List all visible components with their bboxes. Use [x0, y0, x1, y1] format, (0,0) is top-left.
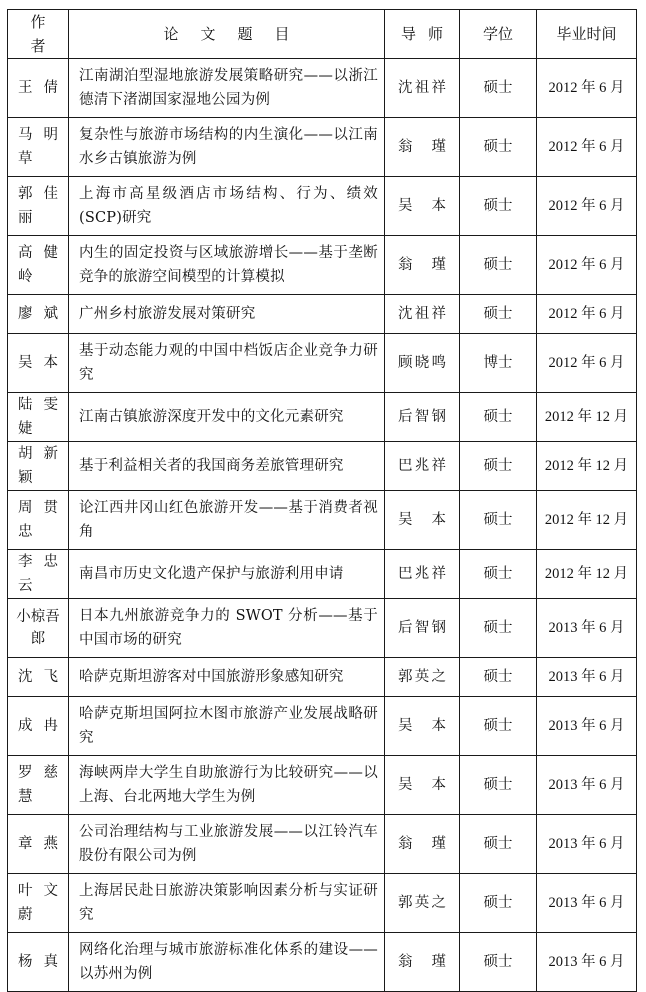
cell-date: 2012 年 6 月	[537, 177, 637, 236]
cell-date: 2012 年 6 月	[537, 295, 637, 334]
cell-advisor: 翁瑾	[385, 815, 460, 874]
cell-title: 基于动态能力观的中国中档饭店企业竞争力研究	[69, 334, 385, 393]
table-row	[8, 697, 637, 756]
table-row	[8, 874, 637, 933]
cell-degree: 硕士	[460, 491, 537, 550]
cell-title: 上海市高星级酒店市场结构、行为、绩效(SCP)研究	[69, 177, 385, 236]
cell-degree: 硕士	[460, 442, 537, 491]
table-row	[8, 177, 637, 236]
cell-degree: 硕士	[460, 599, 537, 658]
cell-degree: 硕士	[460, 933, 537, 992]
cell-author: 廖斌	[8, 295, 69, 334]
cell-degree: 硕士	[460, 658, 537, 697]
cell-date: 2013 年 6 月	[537, 874, 637, 933]
cell-title: 海峡两岸大学生自助旅游行为比较研究——以上海、台北两地大学生为例	[69, 756, 385, 815]
cell-author: 郭佳丽	[8, 177, 69, 236]
cell-advisor: 吴本	[385, 756, 460, 815]
table-row	[8, 599, 637, 658]
cell-advisor: 翁瑾	[385, 933, 460, 992]
cell-title: 论江西井冈山红色旅游开发——基于消费者视角	[69, 491, 385, 550]
cell-degree: 硕士	[460, 118, 537, 177]
cell-date: 2013 年 6 月	[537, 933, 637, 992]
cell-author: 沈飞	[8, 658, 69, 697]
cell-advisor: 巴兆祥	[385, 442, 460, 491]
cell-date: 2012 年 12 月	[537, 393, 637, 442]
cell-degree: 硕士	[460, 236, 537, 295]
cell-date: 2012 年 12 月	[537, 442, 637, 491]
cell-author: 周贯忠	[8, 491, 69, 550]
table-row	[8, 815, 637, 874]
cell-title: 内生的固定投资与区域旅游增长——基于垄断竞争的旅游空间模型的计算模拟	[69, 236, 385, 295]
cell-title: 公司治理结构与工业旅游发展——以江铃汽车股份有限公司为例	[69, 815, 385, 874]
cell-date: 2012 年 6 月	[537, 59, 637, 118]
cell-advisor: 吴本	[385, 177, 460, 236]
cell-author: 杨真	[8, 933, 69, 992]
cell-author: 吴本	[8, 334, 69, 393]
table-header-row	[8, 10, 637, 59]
cell-date: 2012 年 12 月	[537, 491, 637, 550]
table-row	[8, 118, 637, 177]
cell-author: 陆雯婕	[8, 393, 69, 442]
cell-advisor: 郭英之	[385, 874, 460, 933]
cell-date: 2013 年 6 月	[537, 658, 637, 697]
cell-date: 2013 年 6 月	[537, 697, 637, 756]
cell-date: 2012 年 12 月	[537, 550, 637, 599]
cell-advisor: 顾晓鸣	[385, 334, 460, 393]
cell-advisor: 沈祖祥	[385, 295, 460, 334]
cell-advisor: 翁瑾	[385, 236, 460, 295]
cell-author: 小椋吾郎	[8, 599, 69, 658]
cell-title: 复杂性与旅游市场结构的内生演化——以江南水乡古镇旅游为例	[69, 118, 385, 177]
cell-degree: 硕士	[460, 393, 537, 442]
cell-author: 高健岭	[8, 236, 69, 295]
cell-title: 哈萨克斯坦游客对中国旅游形象感知研究	[69, 658, 385, 697]
thesis-table-sheet	[7, 9, 636, 992]
cell-advisor: 沈祖祥	[385, 59, 460, 118]
cell-title: 江南湖泊型湿地旅游发展策略研究——以浙江德清下渚湖国家湿地公园为例	[69, 59, 385, 118]
cell-title: 江南古镇旅游深度开发中的文化元素研究	[69, 393, 385, 442]
table-row	[8, 236, 637, 295]
table-row	[8, 933, 637, 992]
cell-title: 哈萨克斯坦国阿拉木图市旅游产业发展战略研究	[69, 697, 385, 756]
cell-title: 网络化治理与城市旅游标准化体系的建设——以苏州为例	[69, 933, 385, 992]
thesis-table	[7, 9, 637, 992]
header-advisor: 导师	[385, 10, 460, 59]
cell-date: 2013 年 6 月	[537, 599, 637, 658]
cell-advisor: 巴兆祥	[385, 550, 460, 599]
header-date: 毕业时间	[537, 10, 637, 59]
cell-degree: 硕士	[460, 550, 537, 599]
cell-degree: 硕士	[460, 177, 537, 236]
table-row	[8, 334, 637, 393]
cell-title: 南昌市历史文化遗产保护与旅游利用申请	[69, 550, 385, 599]
cell-date: 2012 年 6 月	[537, 236, 637, 295]
header-degree: 学位	[460, 10, 537, 59]
cell-degree: 硕士	[460, 874, 537, 933]
cell-advisor: 吴本	[385, 697, 460, 756]
cell-advisor: 后智钢	[385, 599, 460, 658]
table-body	[8, 59, 637, 992]
cell-date: 2012 年 6 月	[537, 118, 637, 177]
cell-advisor: 郭英之	[385, 658, 460, 697]
cell-advisor: 后智钢	[385, 393, 460, 442]
cell-title: 日本九州旅游竞争力的 SWOT 分析——基于中国市场的研究	[69, 599, 385, 658]
header-author: 作者	[8, 10, 69, 59]
table-row	[8, 393, 637, 442]
cell-title: 基于利益相关者的我国商务差旅管理研究	[69, 442, 385, 491]
table-row	[8, 491, 637, 550]
table-row	[8, 658, 637, 697]
cell-author: 罗慈慧	[8, 756, 69, 815]
cell-title: 广州乡村旅游发展对策研究	[69, 295, 385, 334]
cell-degree: 硕士	[460, 295, 537, 334]
cell-date: 2013 年 6 月	[537, 815, 637, 874]
cell-author: 胡新颖	[8, 442, 69, 491]
cell-author: 叶文蔚	[8, 874, 69, 933]
cell-author: 李忠云	[8, 550, 69, 599]
cell-author: 王倩	[8, 59, 69, 118]
cell-degree: 硕士	[460, 815, 537, 874]
cell-title: 上海居民赴日旅游决策影响因素分析与实证研究	[69, 874, 385, 933]
table-row	[8, 550, 637, 599]
header-title: 论文题目	[69, 10, 385, 59]
cell-degree: 硕士	[460, 756, 537, 815]
cell-advisor: 翁瑾	[385, 118, 460, 177]
cell-advisor: 吴本	[385, 491, 460, 550]
cell-date: 2012 年 6 月	[537, 334, 637, 393]
cell-degree: 博士	[460, 334, 537, 393]
cell-degree: 硕士	[460, 697, 537, 756]
table-row	[8, 295, 637, 334]
cell-author: 马明草	[8, 118, 69, 177]
cell-author: 章燕	[8, 815, 69, 874]
table-row	[8, 442, 637, 491]
cell-degree: 硕士	[460, 59, 537, 118]
cell-author: 成冉	[8, 697, 69, 756]
cell-date: 2013 年 6 月	[537, 756, 637, 815]
table-row	[8, 59, 637, 118]
table-row	[8, 756, 637, 815]
